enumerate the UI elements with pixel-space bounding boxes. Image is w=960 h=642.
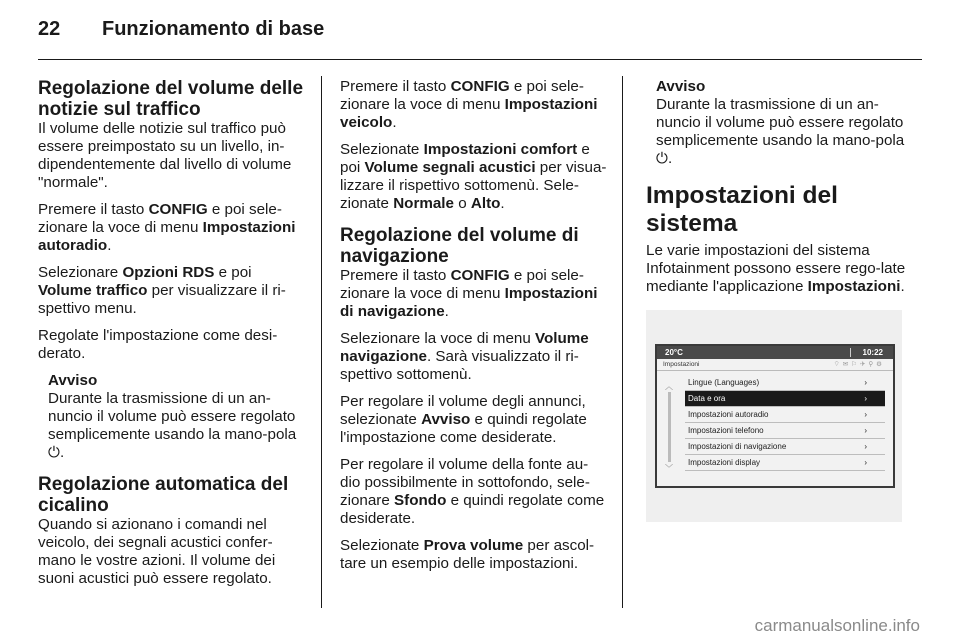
scrollbar <box>665 378 675 478</box>
paragraph: Regolate l'impostazione come desi-derato. <box>38 327 278 362</box>
note-text: Durante la trasmissione di un an-nuncio il volume può essere regolato semplicemente usando la mano-pola ⏻. <box>48 390 297 461</box>
column-1 <box>38 78 306 597</box>
menu-item <box>685 423 885 439</box>
status-bar <box>657 346 893 359</box>
paragraph: Selezionate Prova volume per ascol-tare un esempio delle impostazioni. <box>340 537 595 572</box>
column-divider <box>622 76 623 608</box>
page-header <box>38 18 324 41</box>
note-title: Avviso <box>48 372 98 389</box>
menu-item-label: Impostazioni autoradio <box>688 410 769 419</box>
heading-beep-volume: Regolazione automatica del cicalino <box>38 474 289 516</box>
watermark: carmanualsonline.info <box>754 616 920 635</box>
clock: 10:22 <box>862 348 883 357</box>
paragraph: Premere il tasto CONFIG e poi sele-zionare la voce di menu Impostazioni di navigazione. <box>340 267 598 320</box>
menu-title: Impostazioni <box>663 361 700 368</box>
heading-traffic-volume: Regolazione del volume delle notizie sul traffico <box>38 78 304 120</box>
scroll-down-icon: ﹀ <box>665 464 673 473</box>
paragraph: Selezionare la voce di menu Volume navigazione. Sarà visualizzato il ri-spettivo sottomenù. <box>340 330 589 383</box>
chevron-right-icon: › <box>864 426 867 435</box>
note-text: Durante la trasmissione di un an-nuncio il volume può essere regolato semplicemente usando la mano-pola ⏻. <box>656 96 905 167</box>
scroll-up-icon: ︿ <box>665 382 673 391</box>
paragraph: Per regolare il volume della fonte au-dio possibilmente in sottofondo, sele-zionare Sfondo e quindi regolate come desiderate. <box>340 456 605 527</box>
chevron-right-icon: › <box>864 394 867 403</box>
chevron-right-icon: › <box>864 442 867 451</box>
menu-title-bar <box>657 359 893 371</box>
menu-item <box>685 391 885 407</box>
note-title: Avviso <box>656 78 706 95</box>
note-box <box>48 372 306 462</box>
menu-item <box>685 375 885 391</box>
menu-item-label: Impostazioni display <box>688 458 761 467</box>
page-number: 22 <box>38 18 61 40</box>
menu-item-label: Impostazioni di navigazione <box>688 442 787 451</box>
paragraph: Il volume delle notizie sul traffico può essere preimpostato su un livello, in-dipendentemente dal livello di volume "normale". <box>38 120 292 191</box>
chevron-right-icon: › <box>864 410 867 419</box>
column-2 <box>340 78 608 582</box>
paragraph: Per regolare il volume degli annunci, selezionate Avviso e quindi regolate l'impostazione come desiderate. <box>340 393 587 446</box>
paragraph: Quando si azionano i comandi nel veicolo, dei segnali acustici confer-mano le vostre azioni. Il volume dei suoni acustici può essere regolato. <box>38 516 276 587</box>
paragraph: Selezionate Impostazioni comfort e poi Volume segnali acustici per visua-lizzare il rispettivo sottomenù. Sele-zionate Normale o Alto. <box>340 141 607 212</box>
column-3 <box>646 78 922 522</box>
menu-item-label: Lingue (Languages) <box>688 378 760 387</box>
infotainment-display <box>655 344 895 488</box>
menu-item <box>685 407 885 423</box>
note-box <box>656 78 922 168</box>
menu-item-label: Data e ora <box>688 394 726 403</box>
paragraph: Selezionare Opzioni RDS e poi Volume traffico per visualizzare il ri-spettivo menu. <box>38 264 286 317</box>
paragraph: Premere il tasto CONFIG e poi sele-zionare la voce di menu Impostazioni veicolo. <box>340 78 598 131</box>
chevron-right-icon: › <box>864 378 867 387</box>
heading-navigation-volume: Regolazione del volume di navigazione <box>340 225 579 267</box>
status-icons: ⌔✉⚐✈⚲⚙ <box>833 361 885 368</box>
menu-item <box>685 439 885 455</box>
column-divider <box>321 76 322 608</box>
menu-item <box>685 455 885 471</box>
settings-menu-list <box>685 375 885 471</box>
menu-item-label: Impostazioni telefono <box>688 426 764 435</box>
page-title: Funzionamento di base <box>102 18 325 40</box>
chevron-right-icon: › <box>864 458 867 467</box>
header-rule <box>38 59 922 60</box>
paragraph: Premere il tasto CONFIG e poi sele-zionare la voce di menu Impostazioni autoradio. <box>38 201 296 254</box>
paragraph: Le varie impostazioni del sistema Infotainment possono essere rego-late mediante l'applicazione Impostazioni. <box>646 242 906 295</box>
temperature: 20°C <box>665 348 683 357</box>
heading-system-settings: Impostazioni del sistema <box>646 182 838 237</box>
settings-screen-illustration <box>646 310 902 522</box>
